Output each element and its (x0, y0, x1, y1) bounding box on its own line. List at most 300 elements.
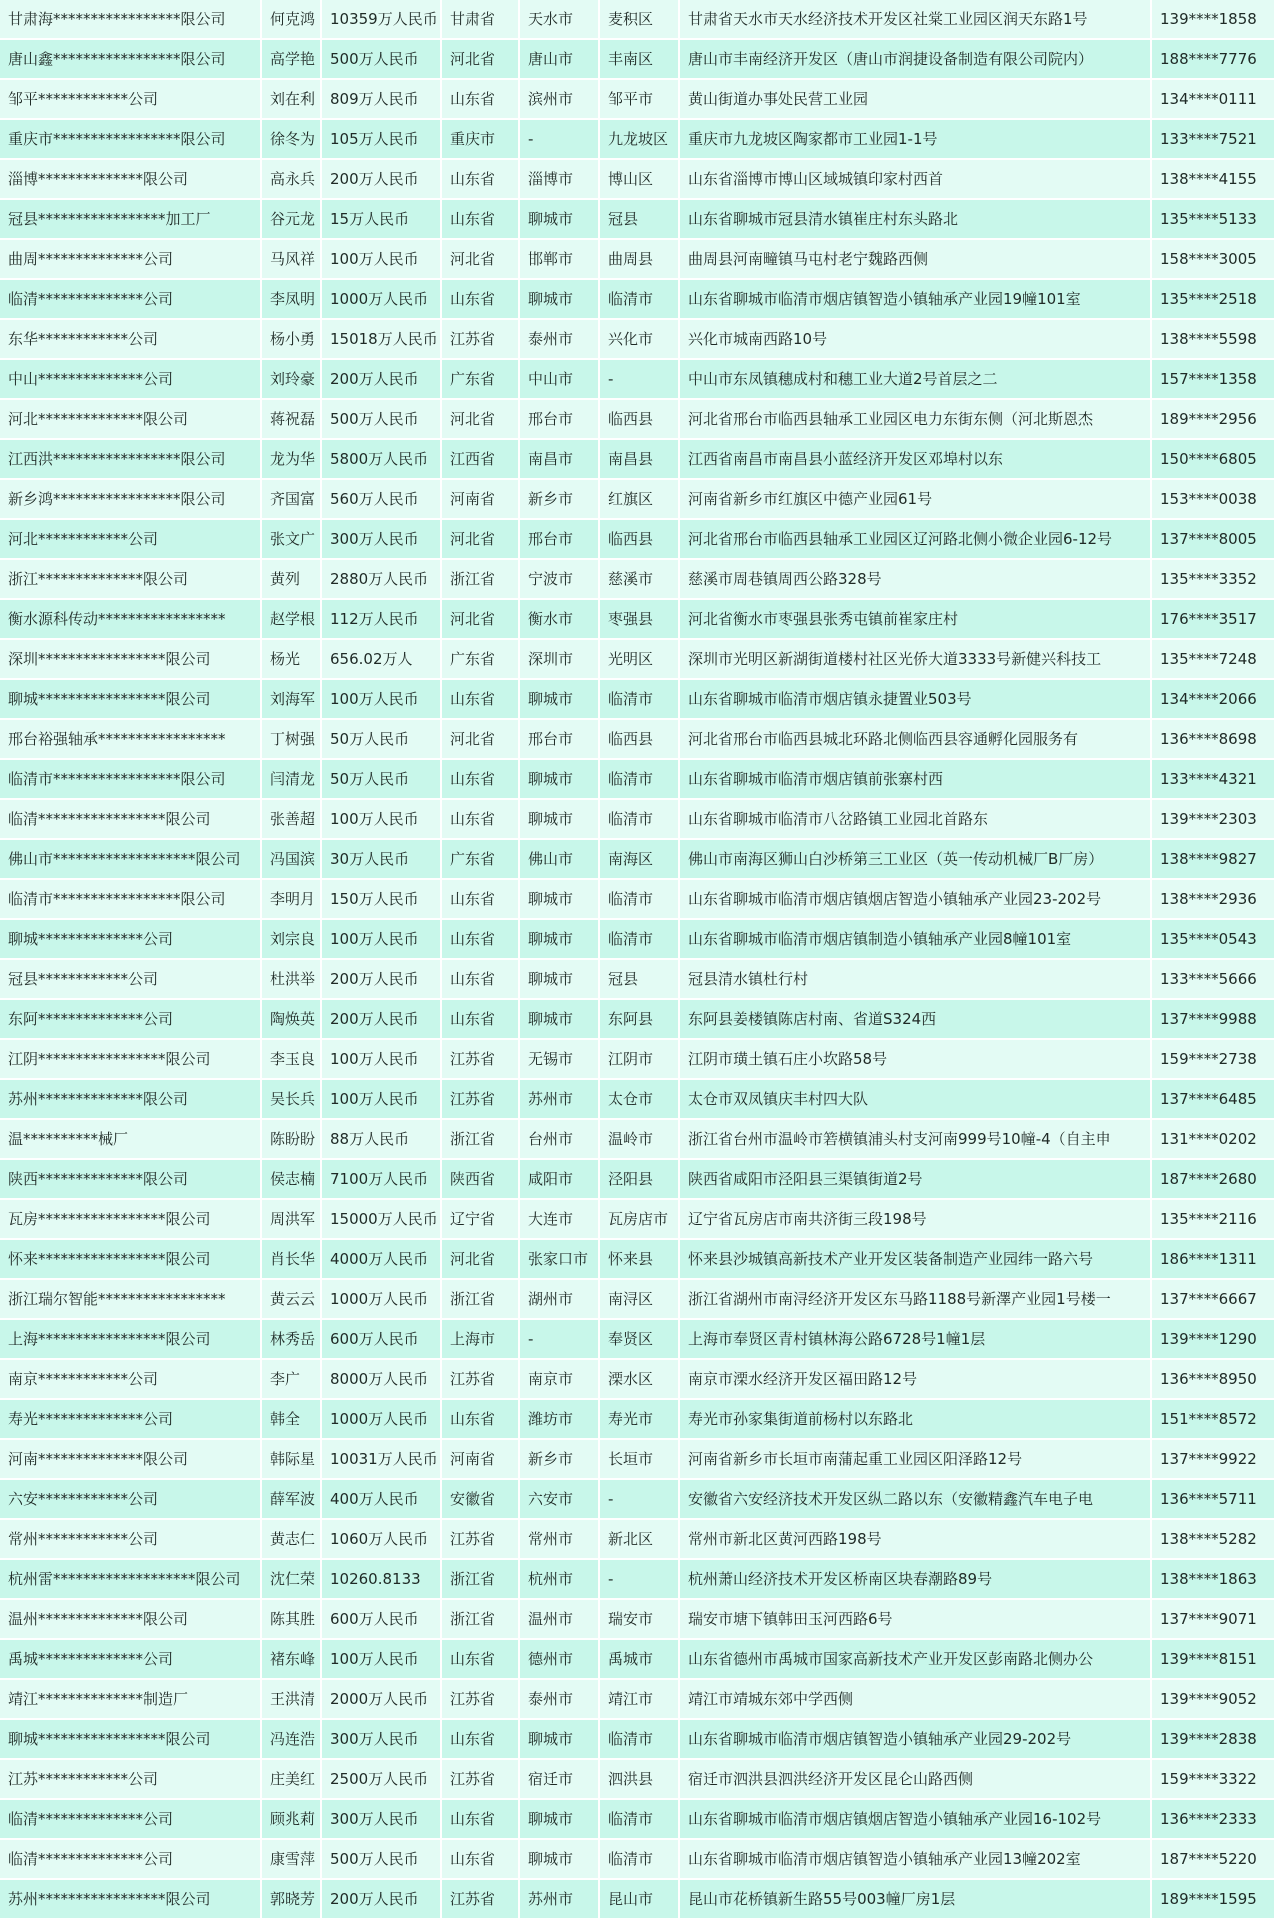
legal-person-cell: 张善超 (262, 800, 322, 840)
registered-capital-cell: 15万人民币 (322, 200, 442, 240)
company-name-cell: 六安************公司 (0, 1480, 262, 1520)
legal-person-cell: 陈其胜 (262, 1600, 322, 1640)
company-name-cell: 聊城*****************限公司 (0, 680, 262, 720)
phone-cell: 138****4155 (1152, 160, 1276, 200)
table-row (0, 240, 1276, 280)
registered-capital-cell: 1000万人民币 (322, 1280, 442, 1320)
legal-person-cell: 褚东峰 (262, 1640, 322, 1680)
address-cell: 瑞安市塘下镇韩田玉河西路6号 (680, 1600, 1152, 1640)
province-cell: 浙江省 (442, 560, 520, 600)
province-cell: 江苏省 (442, 1040, 520, 1080)
table-row (0, 560, 1276, 600)
company-name-cell: 禹城**************公司 (0, 1640, 262, 1680)
address-cell: 常州市新北区黄河西路198号 (680, 1520, 1152, 1560)
phone-cell: 135****7248 (1152, 640, 1276, 680)
legal-person-cell: 庄美红 (262, 1760, 322, 1800)
table-row (0, 760, 1276, 800)
registered-capital-cell: 600万人民币 (322, 1320, 442, 1360)
address-cell: 慈溪市周巷镇周西公路328号 (680, 560, 1152, 600)
legal-person-cell: 谷元龙 (262, 200, 322, 240)
legal-person-cell: 丁树强 (262, 720, 322, 760)
phone-cell: 133****7521 (1152, 120, 1276, 160)
city-cell: 大连市 (520, 1200, 600, 1240)
registered-capital-cell: 1000万人民币 (322, 1400, 442, 1440)
city-cell: 滨州市 (520, 80, 600, 120)
city-cell: 泰州市 (520, 320, 600, 360)
company-name-cell: 杭州雷*******************限公司 (0, 1560, 262, 1600)
table-row (0, 80, 1276, 120)
table-row (0, 440, 1276, 480)
legal-person-cell: 龙为华 (262, 440, 322, 480)
city-cell: 杭州市 (520, 1560, 600, 1600)
table-row (0, 680, 1276, 720)
city-cell: 聊城市 (520, 1000, 600, 1040)
company-name-cell: 临清市*****************限公司 (0, 760, 262, 800)
legal-person-cell: 康雪萍 (262, 1840, 322, 1880)
registered-capital-cell: 656.02万人 (322, 640, 442, 680)
legal-person-cell: 顾兆莉 (262, 1800, 322, 1840)
address-cell: 山东省德州市禹城市国家高新技术产业开发区彭南路北侧办公 (680, 1640, 1152, 1680)
city-cell: 台州市 (520, 1120, 600, 1160)
phone-cell: 139****1290 (1152, 1320, 1276, 1360)
city-cell: 聊城市 (520, 680, 600, 720)
city-cell: 聊城市 (520, 880, 600, 920)
city-cell: 聊城市 (520, 200, 600, 240)
phone-cell: 135****2518 (1152, 280, 1276, 320)
district-cell: 麦积区 (600, 0, 680, 40)
company-name-cell: 浙江瑞尔智能***************** (0, 1280, 262, 1320)
address-cell: 杭州萧山经济技术开发区桥南区块春潮路89号 (680, 1560, 1152, 1600)
city-cell: 咸阳市 (520, 1160, 600, 1200)
legal-person-cell: 杨光 (262, 640, 322, 680)
phone-cell: 153****0038 (1152, 480, 1276, 520)
registered-capital-cell: 300万人民币 (322, 1720, 442, 1760)
company-name-cell: 临清市*****************限公司 (0, 880, 262, 920)
company-name-cell: 临清**************公司 (0, 1840, 262, 1880)
province-cell: 山东省 (442, 1800, 520, 1840)
city-cell: 聊城市 (520, 760, 600, 800)
district-cell: 临清市 (600, 1840, 680, 1880)
address-cell: 昆山市花桥镇新生路55号003幢厂房1层 (680, 1880, 1152, 1920)
province-cell: 广东省 (442, 360, 520, 400)
district-cell: 瑞安市 (600, 1600, 680, 1640)
phone-cell: 137****9922 (1152, 1440, 1276, 1480)
district-cell: 临西县 (600, 520, 680, 560)
table-row (0, 1640, 1276, 1680)
registered-capital-cell: 15000万人民币 (322, 1200, 442, 1240)
city-cell: 衡水市 (520, 600, 600, 640)
phone-cell: 159****2738 (1152, 1040, 1276, 1080)
legal-person-cell: 李凤明 (262, 280, 322, 320)
district-cell: 南海区 (600, 840, 680, 880)
province-cell: 河南省 (442, 1440, 520, 1480)
city-cell: 邢台市 (520, 720, 600, 760)
address-cell: 浙江省台州市温岭市箬横镇浦头村支河南999号10幢-4（自主申 (680, 1120, 1152, 1160)
legal-person-cell: 刘玲豪 (262, 360, 322, 400)
table-row (0, 1280, 1276, 1320)
phone-cell: 139****9052 (1152, 1680, 1276, 1720)
company-name-cell: 冠县************公司 (0, 960, 262, 1000)
company-name-cell: 东华************公司 (0, 320, 262, 360)
province-cell: 陕西省 (442, 1160, 520, 1200)
district-cell: 温岭市 (600, 1120, 680, 1160)
address-cell: 山东省聊城市临清市八岔路镇工业园北首路东 (680, 800, 1152, 840)
address-cell: 山东省聊城市临清市烟店镇前张寨村西 (680, 760, 1152, 800)
table-row (0, 1480, 1276, 1520)
district-cell: 临清市 (600, 1720, 680, 1760)
table-row (0, 1200, 1276, 1240)
phone-cell: 138****2936 (1152, 880, 1276, 920)
company-name-cell: 南京************公司 (0, 1360, 262, 1400)
province-cell: 河南省 (442, 480, 520, 520)
province-cell: 山东省 (442, 760, 520, 800)
city-cell: 潍坊市 (520, 1400, 600, 1440)
address-cell: 黄山街道办事处民营工业园 (680, 80, 1152, 120)
district-cell: 新北区 (600, 1520, 680, 1560)
phone-cell: 136****8698 (1152, 720, 1276, 760)
table-row (0, 1080, 1276, 1120)
company-name-cell: 东阿**************公司 (0, 1000, 262, 1040)
legal-person-cell: 高永兵 (262, 160, 322, 200)
phone-cell: 151****8572 (1152, 1400, 1276, 1440)
table-row (0, 0, 1276, 40)
registered-capital-cell: 5800万人民币 (322, 440, 442, 480)
table-row (0, 1320, 1276, 1360)
address-cell: 怀来县沙城镇高新技术产业开发区装备制造产业园纬一路六号 (680, 1240, 1152, 1280)
registered-capital-cell: 500万人民币 (322, 40, 442, 80)
registered-capital-cell: 2880万人民币 (322, 560, 442, 600)
province-cell: 河北省 (442, 520, 520, 560)
table-row (0, 1520, 1276, 1560)
registered-capital-cell: 200万人民币 (322, 160, 442, 200)
registered-capital-cell: 100万人民币 (322, 1080, 442, 1120)
address-cell: 南京市溧水经济开发区福田路12号 (680, 1360, 1152, 1400)
address-cell: 山东省淄博市博山区域城镇印家村西首 (680, 160, 1152, 200)
table-row (0, 280, 1276, 320)
address-cell: 江阴市璜土镇石庄小坎路58号 (680, 1040, 1152, 1080)
registered-capital-cell: 4000万人民币 (322, 1240, 442, 1280)
company-name-cell: 上海*****************限公司 (0, 1320, 262, 1360)
table-row (0, 200, 1276, 240)
table-row (0, 1120, 1276, 1160)
district-cell: 南昌县 (600, 440, 680, 480)
city-cell: 德州市 (520, 1640, 600, 1680)
legal-person-cell: 林秀岳 (262, 1320, 322, 1360)
city-cell: - (520, 1320, 600, 1360)
city-cell: 深圳市 (520, 640, 600, 680)
province-cell: 山东省 (442, 280, 520, 320)
table-row (0, 520, 1276, 560)
company-name-cell: 衡水源科传动***************** (0, 600, 262, 640)
address-cell: 深圳市光明区新湖街道楼村社区光侨大道3333号新健兴科技工 (680, 640, 1152, 680)
province-cell: 山东省 (442, 680, 520, 720)
address-cell: 山东省聊城市临清市烟店镇烟店智造小镇轴承产业园16-102号 (680, 1800, 1152, 1840)
district-cell: 南浔区 (600, 1280, 680, 1320)
table-row (0, 720, 1276, 760)
company-name-cell: 寿光**************公司 (0, 1400, 262, 1440)
company-name-cell: 中山**************公司 (0, 360, 262, 400)
legal-person-cell: 肖长华 (262, 1240, 322, 1280)
province-cell: 河北省 (442, 1240, 520, 1280)
registered-capital-cell: 7100万人民币 (322, 1160, 442, 1200)
phone-cell: 186****1311 (1152, 1240, 1276, 1280)
phone-cell: 135****0543 (1152, 920, 1276, 960)
legal-person-cell: 杨小勇 (262, 320, 322, 360)
company-name-cell: 瓦房*****************限公司 (0, 1200, 262, 1240)
phone-cell: 157****1358 (1152, 360, 1276, 400)
company-name-cell: 陕西**************限公司 (0, 1160, 262, 1200)
phone-cell: 137****6485 (1152, 1080, 1276, 1120)
district-cell: 兴化市 (600, 320, 680, 360)
legal-person-cell: 黄志仁 (262, 1520, 322, 1560)
table-row (0, 600, 1276, 640)
city-cell: 聊城市 (520, 800, 600, 840)
province-cell: 河北省 (442, 240, 520, 280)
table-row (0, 360, 1276, 400)
address-cell: 寿光市孙家集街道前杨村以东路北 (680, 1400, 1152, 1440)
district-cell: 红旗区 (600, 480, 680, 520)
province-cell: 广东省 (442, 640, 520, 680)
province-cell: 江苏省 (442, 1680, 520, 1720)
legal-person-cell: 何克鸿 (262, 0, 322, 40)
address-cell: 冠县清水镇杜行村 (680, 960, 1152, 1000)
province-cell: 江西省 (442, 440, 520, 480)
address-cell: 重庆市九龙坡区陶家都市工业园1-1号 (680, 120, 1152, 160)
table-row (0, 1680, 1276, 1720)
phone-cell: 137****9988 (1152, 1000, 1276, 1040)
company-name-cell: 临清**************公司 (0, 1800, 262, 1840)
legal-person-cell: 李玉良 (262, 1040, 322, 1080)
district-cell: 临清市 (600, 1800, 680, 1840)
province-cell: 江苏省 (442, 1360, 520, 1400)
district-cell: 临清市 (600, 880, 680, 920)
phone-cell: 134****2066 (1152, 680, 1276, 720)
company-name-cell: 常州************公司 (0, 1520, 262, 1560)
legal-person-cell: 韩全 (262, 1400, 322, 1440)
district-cell: 瓦房店市 (600, 1200, 680, 1240)
legal-person-cell: 陶焕英 (262, 1000, 322, 1040)
address-cell: 兴化市城南西路10号 (680, 320, 1152, 360)
province-cell: 山东省 (442, 800, 520, 840)
address-cell: 山东省聊城市冠县清水镇崔庄村东头路北 (680, 200, 1152, 240)
registered-capital-cell: 1000万人民币 (322, 280, 442, 320)
district-cell: 昆山市 (600, 1880, 680, 1920)
registered-capital-cell: 200万人民币 (322, 960, 442, 1000)
phone-cell: 176****3517 (1152, 600, 1276, 640)
city-cell: 无锡市 (520, 1040, 600, 1080)
address-cell: 山东省聊城市临清市烟店镇烟店智造小镇轴承产业园23-202号 (680, 880, 1152, 920)
province-cell: 山东省 (442, 880, 520, 920)
company-name-cell: 怀来*****************限公司 (0, 1240, 262, 1280)
province-cell: 山东省 (442, 200, 520, 240)
district-cell: 慈溪市 (600, 560, 680, 600)
address-cell: 上海市奉贤区青村镇林海公路6728号1幢1层 (680, 1320, 1152, 1360)
registered-capital-cell: 400万人民币 (322, 1480, 442, 1520)
company-name-cell: 临清*****************限公司 (0, 800, 262, 840)
district-cell: 博山区 (600, 160, 680, 200)
company-name-cell: 温州**************限公司 (0, 1600, 262, 1640)
table-row (0, 880, 1276, 920)
province-cell: 江苏省 (442, 320, 520, 360)
legal-person-cell: 蒋祝磊 (262, 400, 322, 440)
legal-person-cell: 王洪清 (262, 1680, 322, 1720)
registered-capital-cell: 105万人民币 (322, 120, 442, 160)
address-cell: 河南省新乡市红旗区中德产业园61号 (680, 480, 1152, 520)
province-cell: 浙江省 (442, 1120, 520, 1160)
province-cell: 江苏省 (442, 1520, 520, 1560)
province-cell: 广东省 (442, 840, 520, 880)
legal-person-cell: 张文广 (262, 520, 322, 560)
phone-cell: 139****2838 (1152, 1720, 1276, 1760)
city-cell: 邯郸市 (520, 240, 600, 280)
legal-person-cell: 李明月 (262, 880, 322, 920)
city-cell: 邢台市 (520, 520, 600, 560)
legal-person-cell: 闫清龙 (262, 760, 322, 800)
province-cell: 江苏省 (442, 1760, 520, 1800)
legal-person-cell: 杜洪举 (262, 960, 322, 1000)
province-cell: 河北省 (442, 720, 520, 760)
legal-person-cell: 侯志楠 (262, 1160, 322, 1200)
registered-capital-cell: 100万人民币 (322, 800, 442, 840)
table-row (0, 400, 1276, 440)
city-cell: 苏州市 (520, 1880, 600, 1920)
province-cell: 河北省 (442, 40, 520, 80)
table-row (0, 1600, 1276, 1640)
address-cell: 山东省聊城市临清市烟店镇智造小镇轴承产业园19幢101室 (680, 280, 1152, 320)
address-cell: 河北省邢台市临西县轴承工业园区电力东街东侧（河北斯恩杰 (680, 400, 1152, 440)
registered-capital-cell: 560万人民币 (322, 480, 442, 520)
address-cell: 辽宁省瓦房店市南共济街三段198号 (680, 1200, 1152, 1240)
district-cell: 禹城市 (600, 1640, 680, 1680)
address-cell: 山东省聊城市临清市烟店镇制造小镇轴承产业园8幢101室 (680, 920, 1152, 960)
company-name-cell: 临清**************公司 (0, 280, 262, 320)
phone-cell: 135****5133 (1152, 200, 1276, 240)
legal-person-cell: 吴长兵 (262, 1080, 322, 1120)
city-cell: - (520, 120, 600, 160)
address-cell: 河北省邢台市临西县城北环路北侧临西县容通孵化园服务有 (680, 720, 1152, 760)
company-name-cell: 唐山鑫*****************限公司 (0, 40, 262, 80)
phone-cell: 131****0202 (1152, 1120, 1276, 1160)
legal-person-cell: 赵学根 (262, 600, 322, 640)
phone-cell: 134****0111 (1152, 80, 1276, 120)
phone-cell: 139****8151 (1152, 1640, 1276, 1680)
phone-cell: 137****6667 (1152, 1280, 1276, 1320)
district-cell: 临清市 (600, 280, 680, 320)
table-row (0, 160, 1276, 200)
registered-capital-cell: 500万人民币 (322, 1840, 442, 1880)
table-row (0, 1840, 1276, 1880)
phone-cell: 187****2680 (1152, 1160, 1276, 1200)
phone-cell: 189****2956 (1152, 400, 1276, 440)
phone-cell: 138****9827 (1152, 840, 1276, 880)
registered-capital-cell: 15018万人民币 (322, 320, 442, 360)
province-cell: 河北省 (442, 400, 520, 440)
company-name-cell: 曲周**************公司 (0, 240, 262, 280)
city-cell: 宿迁市 (520, 1760, 600, 1800)
phone-cell: 139****2303 (1152, 800, 1276, 840)
district-cell: - (600, 1560, 680, 1600)
legal-person-cell: 沈仁荣 (262, 1560, 322, 1600)
company-name-cell: 甘肃海*****************限公司 (0, 0, 262, 40)
table-row (0, 920, 1276, 960)
district-cell: 邹平市 (600, 80, 680, 120)
registered-capital-cell: 100万人民币 (322, 1640, 442, 1680)
table-row (0, 840, 1276, 880)
district-cell: 临清市 (600, 680, 680, 720)
registered-capital-cell: 30万人民币 (322, 840, 442, 880)
phone-cell: 136****2333 (1152, 1800, 1276, 1840)
company-name-cell: 江西洪*****************限公司 (0, 440, 262, 480)
address-cell: 唐山市丰南经济开发区（唐山市润捷设备制造有限公司院内） (680, 40, 1152, 80)
address-cell: 曲周县河南疃镇马屯村老宁魏路西侧 (680, 240, 1152, 280)
table-row (0, 1760, 1276, 1800)
company-name-cell: 河北************公司 (0, 520, 262, 560)
district-cell: 长垣市 (600, 1440, 680, 1480)
province-cell: 山东省 (442, 160, 520, 200)
district-cell: 临清市 (600, 920, 680, 960)
company-name-cell: 江阴*****************限公司 (0, 1040, 262, 1080)
company-name-cell: 江苏************公司 (0, 1760, 262, 1800)
registered-capital-cell: 8000万人民币 (322, 1360, 442, 1400)
table-row (0, 1800, 1276, 1840)
province-cell: 甘肃省 (442, 0, 520, 40)
address-cell: 江西省南昌市南昌县小蓝经济开发区邓埠村以东 (680, 440, 1152, 480)
district-cell: - (600, 1480, 680, 1520)
table-row (0, 1400, 1276, 1440)
table-row (0, 960, 1276, 1000)
city-cell: 泰州市 (520, 1680, 600, 1720)
table-row (0, 120, 1276, 160)
address-cell: 山东省聊城市临清市烟店镇智造小镇轴承产业园13幢202室 (680, 1840, 1152, 1880)
registered-capital-cell: 1060万人民币 (322, 1520, 442, 1560)
city-cell: 聊城市 (520, 1840, 600, 1880)
company-name-cell: 新乡鸿*****************限公司 (0, 480, 262, 520)
legal-person-cell: 黄云云 (262, 1280, 322, 1320)
phone-cell: 150****6805 (1152, 440, 1276, 480)
legal-person-cell: 刘在利 (262, 80, 322, 120)
legal-person-cell: 冯国滨 (262, 840, 322, 880)
district-cell: 冠县 (600, 960, 680, 1000)
city-cell: 南京市 (520, 1360, 600, 1400)
province-cell: 安徽省 (442, 1480, 520, 1520)
phone-cell: 138****5282 (1152, 1520, 1276, 1560)
district-cell: 临清市 (600, 800, 680, 840)
table-row (0, 1560, 1276, 1600)
phone-cell: 135****3352 (1152, 560, 1276, 600)
phone-cell: 139****1858 (1152, 0, 1276, 40)
province-cell: 重庆市 (442, 120, 520, 160)
registered-capital-cell: 600万人民币 (322, 1600, 442, 1640)
registered-capital-cell: 100万人民币 (322, 240, 442, 280)
province-cell: 上海市 (442, 1320, 520, 1360)
legal-person-cell: 薛军波 (262, 1480, 322, 1520)
city-cell: 聊城市 (520, 1720, 600, 1760)
table-row (0, 1360, 1276, 1400)
table-row (0, 1240, 1276, 1280)
registered-capital-cell: 10359万人民币 (322, 0, 442, 40)
province-cell: 浙江省 (442, 1560, 520, 1600)
registered-capital-cell: 200万人民币 (322, 360, 442, 400)
registered-capital-cell: 50万人民币 (322, 760, 442, 800)
province-cell: 山东省 (442, 1400, 520, 1440)
district-cell: 九龙坡区 (600, 120, 680, 160)
city-cell: 天水市 (520, 0, 600, 40)
legal-person-cell: 黄列 (262, 560, 322, 600)
table-row (0, 1440, 1276, 1480)
phone-cell: 135****2116 (1152, 1200, 1276, 1240)
phone-cell: 188****7776 (1152, 40, 1276, 80)
table-row (0, 1880, 1276, 1920)
